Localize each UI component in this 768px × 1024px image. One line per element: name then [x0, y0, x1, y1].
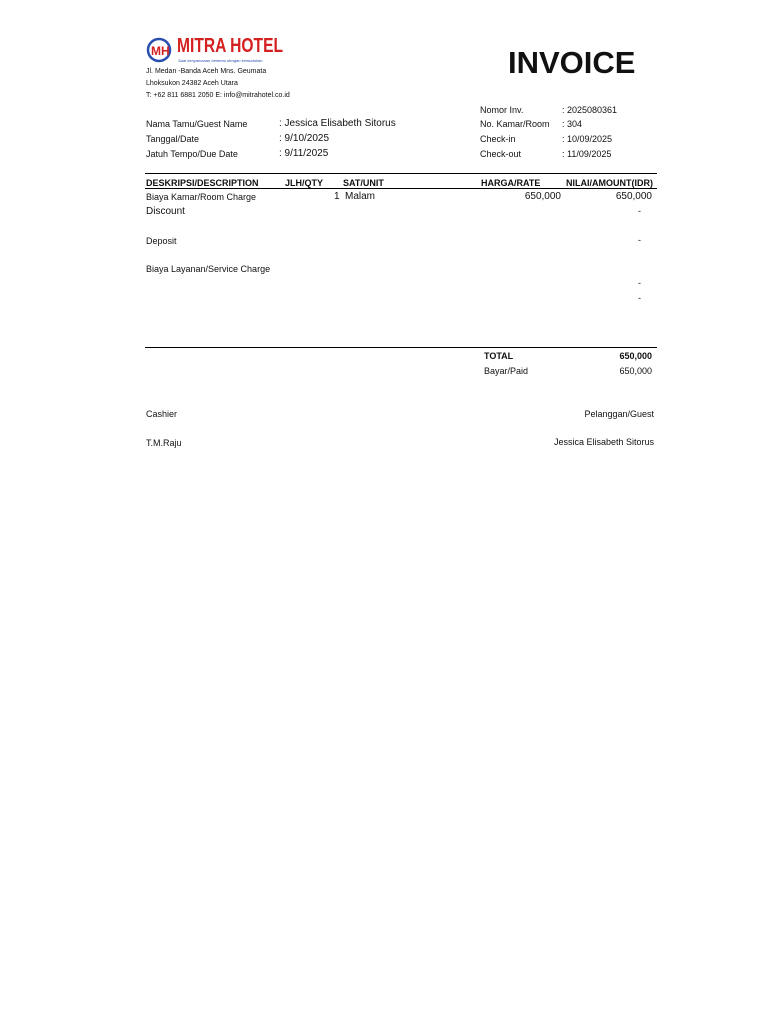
checkout-label: Check-out [480, 149, 522, 159]
checkin-value: : 10/09/2025 [562, 134, 613, 144]
table-header-rule [145, 188, 657, 189]
due-date-value: : 9/11/2025 [279, 148, 329, 159]
table-bottom-rule [145, 347, 657, 348]
invoice-number-value: : 2025080361 [562, 105, 618, 115]
hotel-address-line1: Jl. Medan -Banda Aceh Mns. Geumata [146, 68, 267, 75]
hotel-address-line2: Lhoksukon 24382 Aceh Utara [146, 80, 238, 87]
row-qty: 1 [334, 191, 340, 202]
logo-text: MITRA HOTEL [177, 35, 284, 57]
checkout-value: : 11/09/2025 [562, 149, 612, 159]
checkin-label: Check-in [480, 134, 516, 144]
service-dash-1: - [638, 278, 641, 288]
row-rate: 650,000 [524, 191, 561, 202]
row-amount: - [638, 235, 641, 245]
service-dash-2: - [638, 293, 641, 303]
guest-name-label: Nama Tamu/Guest Name [146, 119, 248, 129]
room-value: : 304 [562, 119, 583, 129]
paid-value: 650,000 [619, 366, 652, 376]
row-description: Biaya Kamar/Room Charge [146, 192, 257, 202]
row-unit: Malam [345, 191, 376, 202]
logo-tagline: Saat kenyamanan bertemu dengan kemudahan [178, 58, 263, 63]
hotel-contact: T: +62 811 6881 2050 E: info@mitrahotel.co.id [146, 92, 290, 99]
room-label: No. Kamar/Room [480, 119, 550, 129]
row-description: Biaya Layanan/Service Charge [146, 264, 271, 274]
total-label: TOTAL [484, 351, 514, 361]
table-top-rule [145, 173, 657, 174]
invoice-number-label: Nomor Inv. [480, 105, 524, 115]
header-description: DESKRIPSI/DESCRIPTION [146, 178, 259, 188]
total-value: 650,000 [619, 351, 652, 361]
cashier-name: T.M.Raju [146, 438, 182, 448]
paid-label: Bayar/Paid [484, 366, 529, 376]
guest-signature-name: Jessica Elisabeth Sitorus [553, 437, 654, 447]
svg-text:MH: MH [151, 44, 170, 58]
row-amount: 650,000 [615, 191, 652, 202]
guest-name-value: : Jessica Elisabeth Sitorus [279, 118, 396, 129]
header-unit: SAT/UNIT [343, 178, 384, 188]
due-date-label: Jatuh Tempo/Due Date [146, 149, 238, 159]
invoice-title: INVOICE [508, 45, 636, 80]
row-description: Discount [146, 206, 185, 217]
header-rate: HARGA/RATE [481, 178, 541, 188]
header-qty: JLH/QTY [285, 178, 324, 188]
date-value: : 9/10/2025 [279, 133, 330, 144]
row-amount: - [638, 206, 641, 216]
date-label: Tanggal/Date [146, 134, 200, 144]
row-description: Deposit [146, 236, 177, 246]
cashier-label: Cashier [146, 409, 178, 419]
guest-signature-label: Pelanggan/Guest [584, 409, 654, 419]
header-amount: NILAI/AMOUNT(IDR) [566, 178, 653, 188]
